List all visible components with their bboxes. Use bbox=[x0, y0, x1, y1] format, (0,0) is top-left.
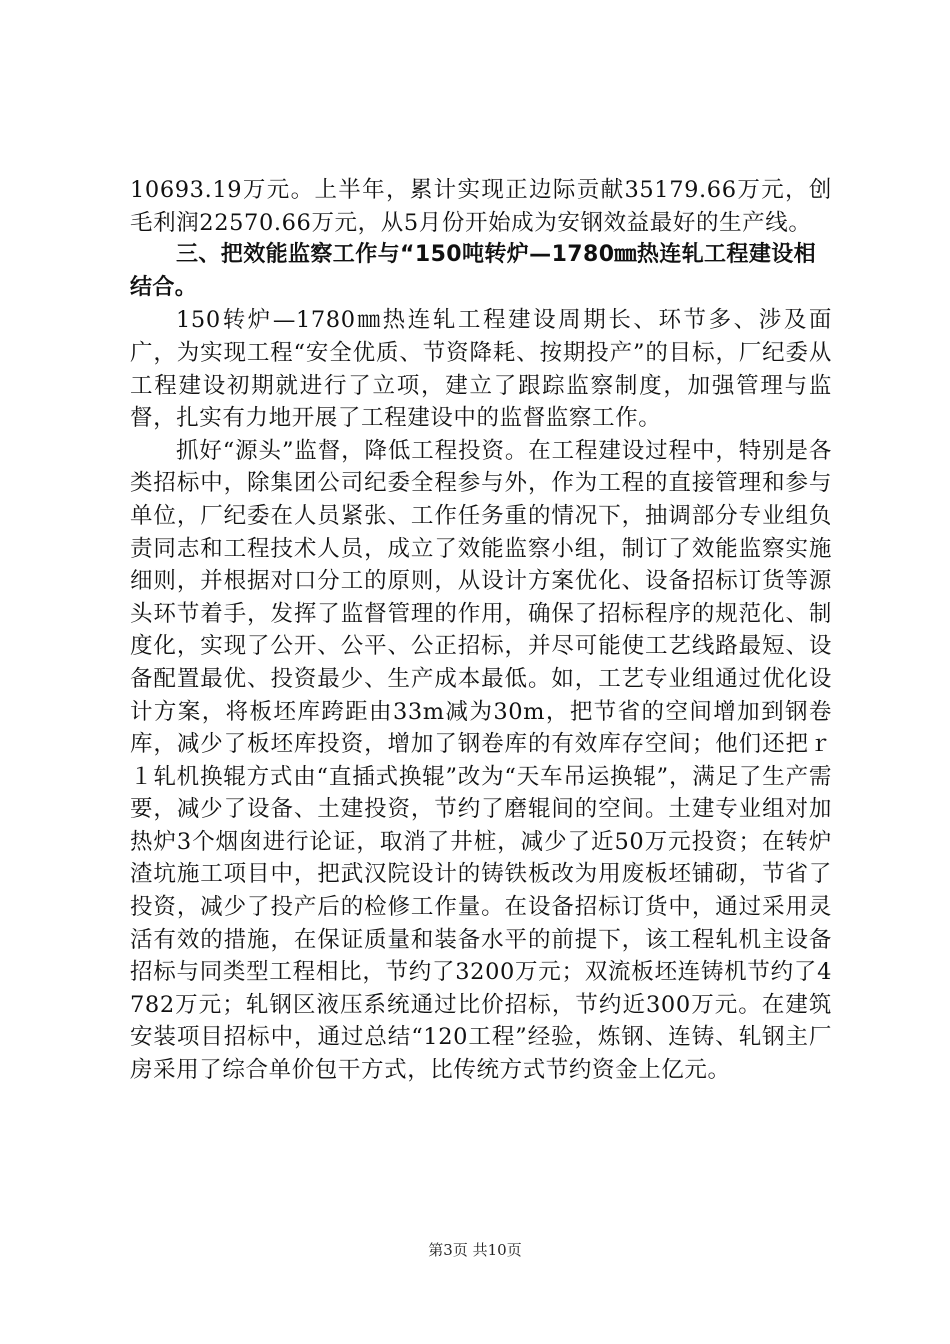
paragraph-continuation: 10693.19万元。上半年，累计实现正边际贡献35179.66万元，创毛利润22570.66万元，从5月份开始成为安钢效益最好的生产线。 bbox=[130, 177, 832, 236]
paragraph-source-supervision: 抓好“源头”监督，降低工程投资。在工程建设过程中，特别是各类招标中，除集团公司纪委全程参与外，作为工程的直接管理和参与单位，厂纪委在人员紧张、工作任务重的情况下，抽调部分专业组负责同志和工程技术人员，成立了效能监察小组，制订了效能监察实施细则，并根据对口分工的原则，从设计方案优化、设备招标订货等源头环节着手，发挥了监督管理的作用，确保了招标程序的规范化、制度化，实现了公开、公平、公正招标，并尽可能使工艺线路最短、设备配置最优、投资最少、生产成本最低。如，工艺专业组通过优化设计方案，将板坯库跨距由33m减为30m，把节省的空间增加到钢卷库，减少了板坯库投资，增加了钢卷库的有效库存空间；他们还把ｒ１轧机换辊方式由“直插式换辊”改为“天车吊运换辊”，满足了生产需要，减少了设备、土建投资，节约了磨辊间的空间。土建专业组对加热炉3个烟囱进行论证，取消了井桩，减少了近50万元投资；在转炉渣坑施工项目中，把武汉院设计的铸铁板改为用废板坯铺砌，节省了投资，减少了投产后的检修工作量。在设备招标订货中，通过采用灵活有效的措施，在保证质量和装备水平的前提下，该工程轧机主设备招标与同类型工程相比，节约了3200万元；双流板坯连铸机节约了4782万元；轧钢区液压系统通过比价招标，节约近300万元。在建筑安装项目招标中，通过总结“120工程”经验，炼钢、连铸、轧钢主厂房采用了综合单价包干方式，比传统方式节约资金上亿元。 bbox=[130, 437, 832, 1084]
document-body bbox=[130, 174, 832, 1087]
paragraph-project-overview: 150转炉—1780㎜热连轧工程建设周期长、环节多、涉及面广，为实现工程“安全优质、节资降耗、按期投产”的目标，厂纪委从工程建设初期就进行了立项，建立了跟踪监察制度，加强管理与监督，扎实有力地开展了工程建设中的监督监察工作。 bbox=[130, 307, 832, 432]
page-number-footer: 第3页 共10页 bbox=[428, 1241, 522, 1259]
section-heading-three: 三、把效能监察工作与“150吨转炉—1780㎜热连轧工程建设相结合。 bbox=[130, 242, 817, 300]
